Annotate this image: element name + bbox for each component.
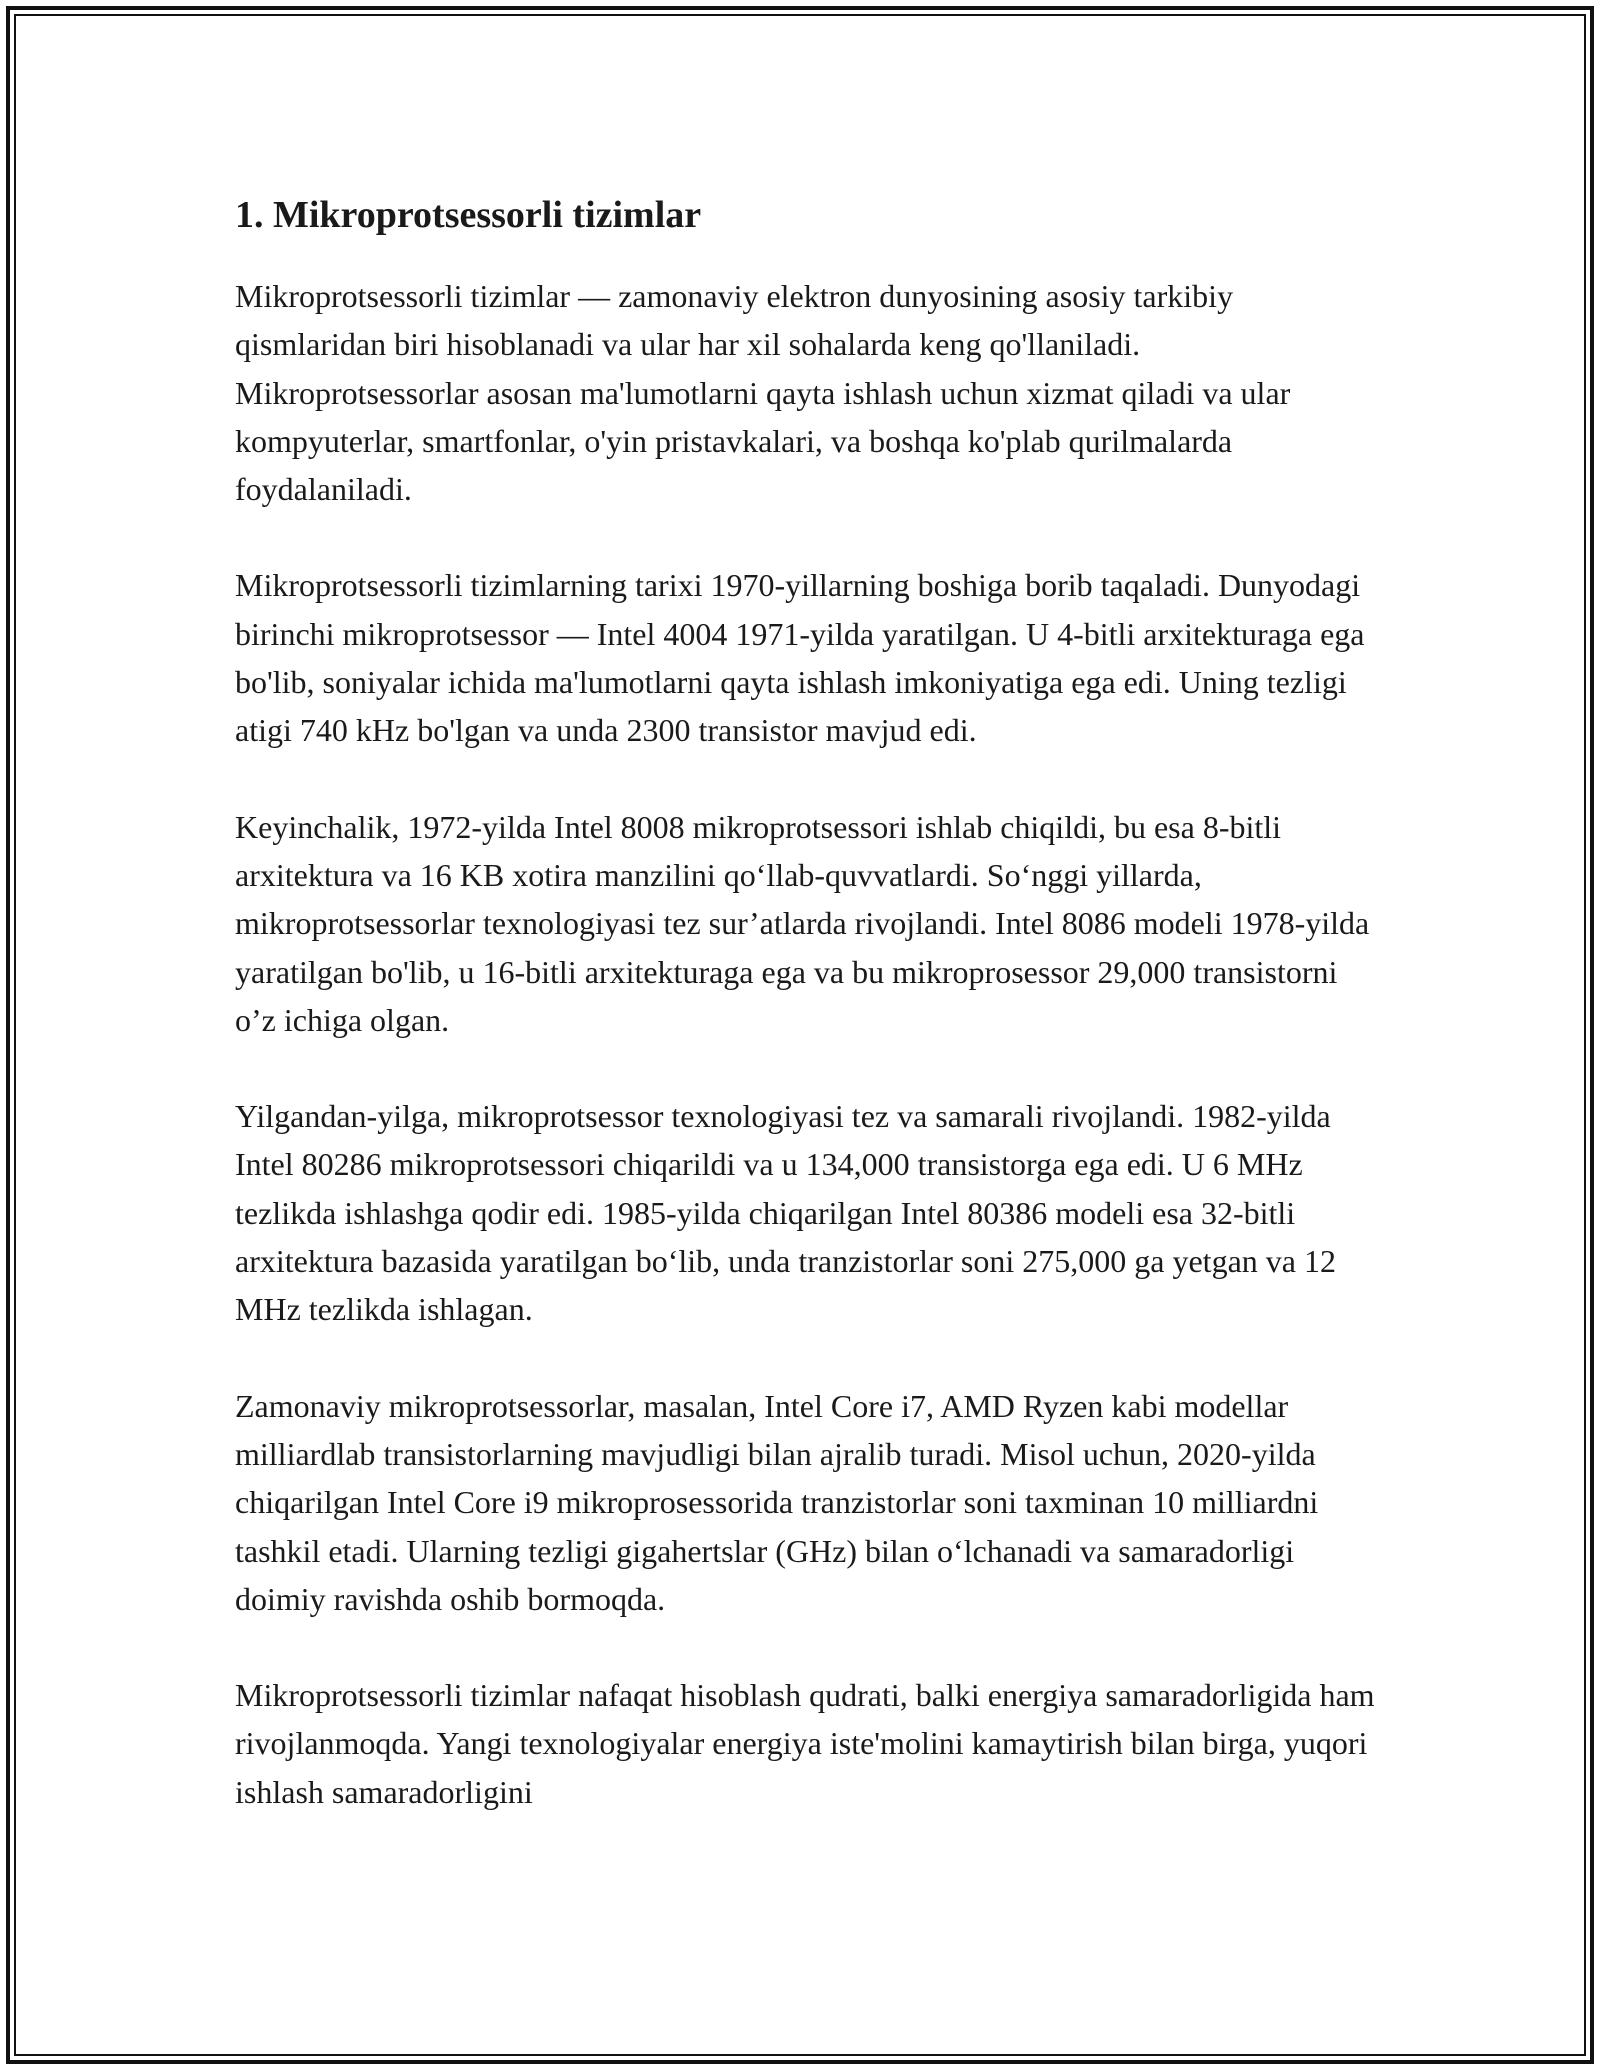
paragraph-6: Mikroprotsessorli tizimlar nafaqat hisoblash qudrati, balki energiya samaradorligida ham rivojlanmoqda. Yangi texnologiyalar energiya iste'molini kamaytirish bilan birga, yuqori ishlash samaradorligini <box>235 1677 1375 1810</box>
paragraph-2: Mikroprotsessorli tizimlarning tarixi 1970-yillarning boshiga borib taqaladi. Dunyodagi birinchi mikroprotsessor — Intel 4004 1971-yilda yaratilgan. U 4-bitli arxitekturaga ega bo'lib, soniyalar ichida ma'lumotlarni qayta ishlash imkoniyatiga ega edi. Uning tezligi atigi 740 kHz bo'lgan va unda 2300 transistor mavjud edi. <box>235 567 1365 749</box>
paragraph-3: Keyinchalik, 1972-yilda Intel 8008 mikroprotsessori ishlab chiqildi, bu esa 8-bitli arxitektura va 16 KB xotira manzilini qo‘llab-quvvatlardi. So‘nggi yillarda, mikroprotsessorlar texnologiyasi tez sur’atlarda rivojlandi. Intel 8086 modeli 1978-yilda yaratilgan bo'lib, u 16-bitli arxitekturaga ega va bu mikroprosessor 29,000 transistorni o’z ichiga olgan. <box>235 808 1370 1038</box>
section-heading: 1. Mikroprotsessorli tizimlar <box>235 194 702 236</box>
document-body <box>235 188 1375 1816</box>
paragraph-1: Mikroprotsessorli tizimlar — zamonaviy elektron dunyosining asosiy tarkibiy qismlaridan biri hisoblanadi va ular har xil sohalarda keng qo'llaniladi. Mikroprotsessorlar asosan ma'lumotlarni qayta ishlash uchun xizmat qiladi va ular kompyuterlar, smartfonlar, o'yin pristavkalari, va boshqa ko'plab qurilmalarda foydalaniladi. <box>235 278 1291 508</box>
paragraph-4: Yilgandan-yilga, mikroprotsessor texnologiyasi tez va samarali rivojlandi. 1982-yilda Intel 80286 mikroprotsessori chiqarildi va u 134,000 transistorga ega edi. U 6 MHz tezlikda ishlashga qodir edi. 1985-yilda chiqarilgan Intel 80386 modeli esa 32-bitli arxitektura bazasida yaratilgan bo‘lib, unda tranzistorlar soni 275,000 ga yetgan va 12 MHz tezlikda ishlagan. <box>235 1098 1336 1328</box>
paragraph-5: Zamonaviy mikroprotsessorlar, masalan, Intel Core i7, AMD Ryzen kabi modellar milliardlab transistorlarning mavjudligi bilan ajralib turadi. Misol uchun, 2020-yilda chiqarilgan Intel Core i9 mikroprosessorida tranzistorlar soni taxminan 10 milliardni tashkil etadi. Ularning tezligi gigahertslar (GHz) bilan o‘lchanadi va samaradorligi doimiy ravishda oshib bormoqda. <box>235 1387 1319 1617</box>
